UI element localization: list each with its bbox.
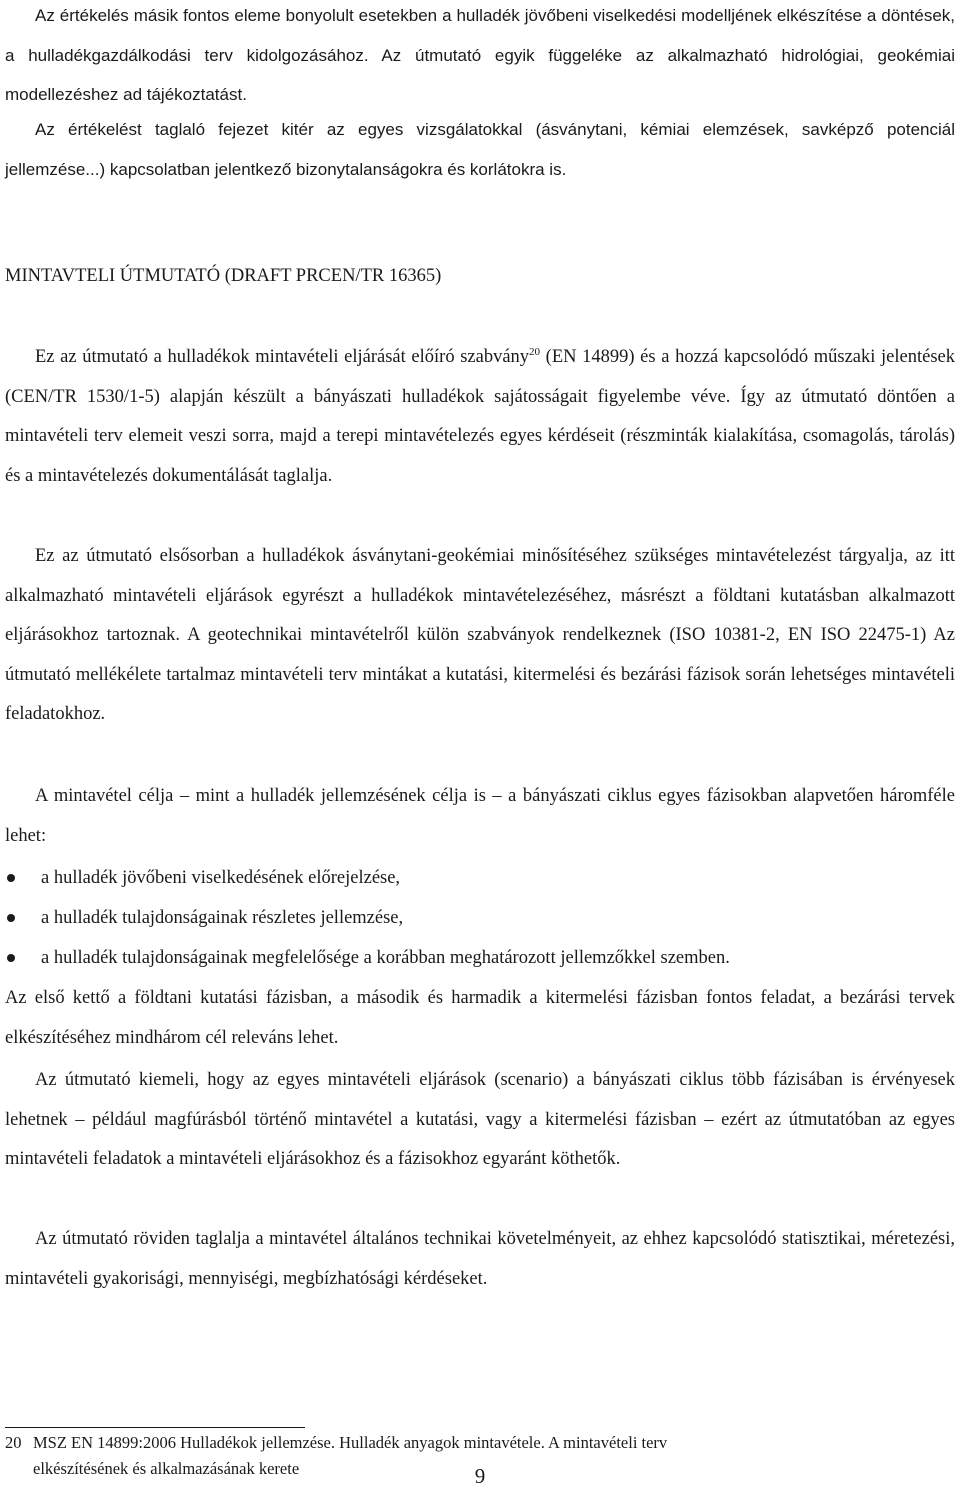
footnote-line-2: elkészítésének és alkalmazásának kerete xyxy=(33,1459,300,1478)
list-item-text: a hulladék jövőbeni viselkedésének előrejelzése, xyxy=(41,868,401,888)
bullet-icon xyxy=(7,954,15,962)
paragraph-technical-requirements: Az útmutató röviden taglalja a mintavétel általános technikai követelményeit, az ehhez kapcsolódó statisztikai, méretezési, mintavételi gyakorisági, mennyiségi, megbízhatósági kérdéseket. xyxy=(5,1229,955,1289)
purpose-list xyxy=(5,858,955,978)
paragraph-mineralogical-sampling: Ez az útmutató elsősorban a hulladékok ásványtani-geokémiai minősítéséhez szükséges mintavételezést tárgyalja, az itt alkalmazható mintavételi eljárások egyrészt a hulladékok mintavételezéséhez, másrészt a földtani kutatásban alkalmazott eljárásokhoz tartoznak. A geotechnikai mintavételről külön szabványok rendelkeznek (ISO 10381-2, EN ISO 22475-1) Az útmutató mellékélete tartalmaz mintavételi terv mintákat a kutatási, kitermelési és bezárási fázisok során lehetséges mintavételi feladatokhoz. xyxy=(5,546,955,724)
footnote-number: 20 xyxy=(5,1433,22,1452)
page-number: 9 xyxy=(474,1464,486,1488)
footnote-separator xyxy=(5,1427,305,1428)
list-item xyxy=(5,858,955,898)
bullet-icon xyxy=(7,874,15,882)
list-item-text: a hulladék tulajdonságainak részletes jellemzése, xyxy=(41,908,404,928)
paragraph-sampling-purpose: A mintavétel célja – mint a hulladék jellemzésének célja is – a bányászati ciklus egyes fázisokban alapvetően háromféle lehet: xyxy=(5,786,955,846)
list-item-text: a hulladék tulajdonságainak megfelelősége a korábban meghatározott jellemzőkkel szemben. xyxy=(41,948,730,968)
paragraph-scenarios: Az útmutató kiemeli, hogy az egyes mintavételi eljárások (scenario) a bányászati ciklus több fázisában is érvényesek lehetnek – például magfúrásból történő mintavétel a kutatási, vagy a kitermelési fázisban – ezért az útmutatóban az egyes mintavételi feladatok a mintavételi eljárásokhoz és a fázisokhoz egyaránt köthetők. xyxy=(5,1070,955,1169)
paragraph-sampling-guide-intro xyxy=(5,338,955,496)
paragraph-model-evaluation: Az értékelés másik fontos eleme bonyolult esetekben a hulladék jövőbeni viselkedési modelljének elkészítése a döntések, a hulladékgazdálkodási terv kidolgozásához. Az útmutató egyik függeléke az alkalmazható hidrológiai, geokémiai modellezéshez ad tájékoztatást. xyxy=(5,6,955,104)
list-item xyxy=(5,938,955,978)
section-heading: MINTAVTELI ÚTMUTATÓ (DRAFT PRCEN/TR 16365) xyxy=(5,266,442,286)
footnote-line-1: MSZ EN 14899:2006 Hulladékok jellemzése. Hulladék anyagok mintavétele. A mintavételi terv xyxy=(33,1433,668,1452)
footnote-reference: 20 xyxy=(529,345,541,358)
paragraph-phases: Az első kettő a földtani kutatási fázisban, a második és harmadik a kitermelési fázisban fontos feladat, a bezárási tervek elkészítéséhez mindhárom cél releváns lehet. xyxy=(5,988,955,1048)
list-item xyxy=(5,898,955,938)
bullet-icon xyxy=(7,914,15,922)
paragraph-text-after-footnote: (EN 14899) és a hozzá kapcsolódó műszaki jelentések (CEN/TR 1530/1-5) alapján készült a bányászati hulladékok sajátosságait figyelembe véve. Így az útmutató döntően a mintavételi terv elemeit veszi sorra, majd a terepi mintavételezés egyes kérdéseit (részminták kialakítása, csomagolás, tárolás) és a mintavételezés dokumentálását taglalja. xyxy=(5,347,955,486)
paragraph-uncertainty: Az értékelést taglaló fejezet kitér az egyes vizsgálatokkal (ásványtani, kémiai elemzések, savképző potenciál jellemzése...) kapcsolatban jelentkező bizonytalanságokra és korlátokra is. xyxy=(5,120,955,179)
paragraph-text-before-footnote: Ez az útmutató a hulladékok mintavételi eljárását előíró szabvány xyxy=(35,347,530,367)
